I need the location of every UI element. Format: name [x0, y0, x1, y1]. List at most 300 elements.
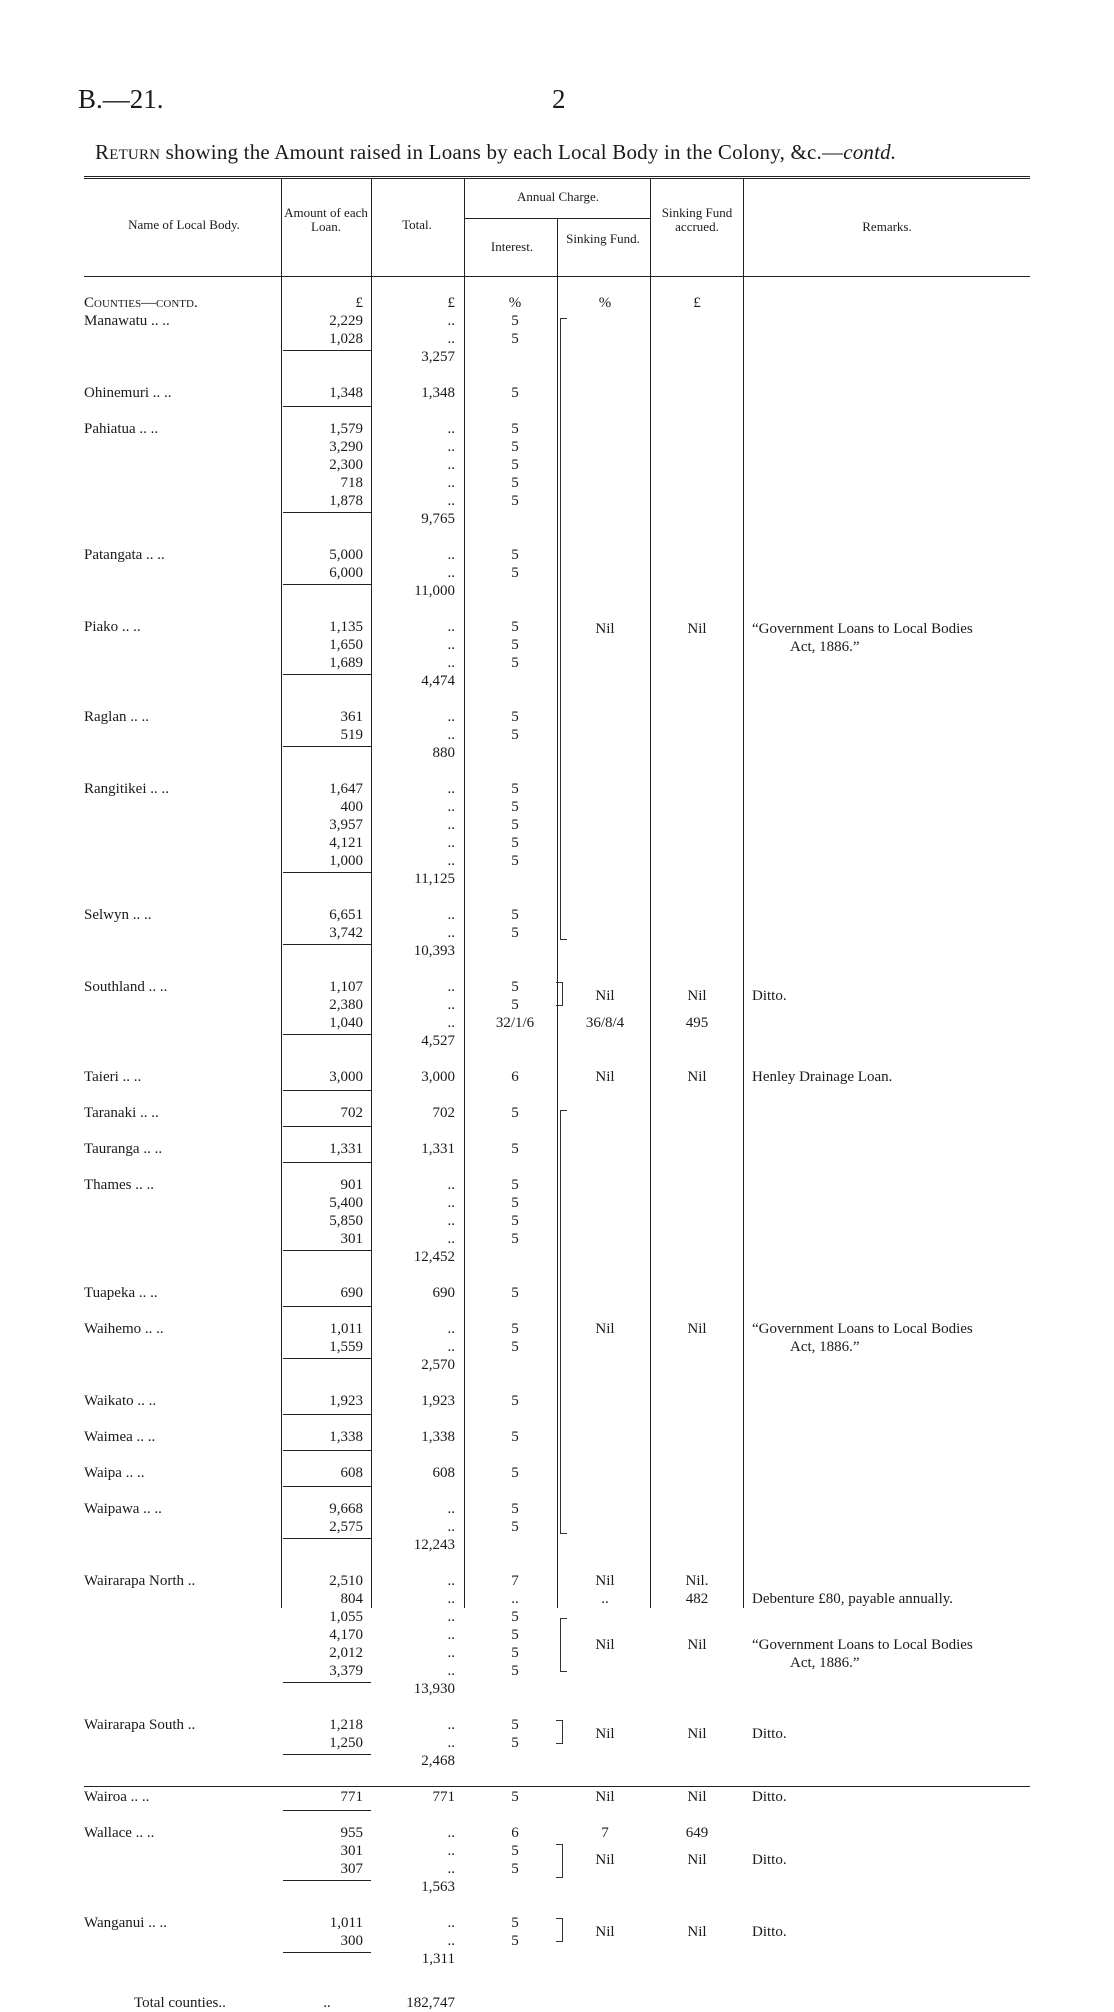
loan-amount: 2,012 [329, 1645, 363, 1661]
loan-subtotal: 13,930 [413, 1681, 455, 1697]
loan-subtotal: 4,474 [421, 673, 455, 689]
loan-total: .. [447, 457, 455, 473]
loan-interest: 5 [511, 925, 519, 941]
loan-amount: 1,338 [329, 1429, 363, 1445]
subtotal-rule [283, 944, 371, 945]
loan-total: .. [447, 853, 455, 869]
subtotal-rule [283, 1090, 371, 1091]
loan-subtotal: 2,570 [421, 1357, 455, 1373]
local-body-name: Patangata .. .. [84, 547, 165, 563]
local-body-name: Wanganui .. .. [84, 1915, 167, 1931]
sinking-fund-value: Nil [595, 1789, 615, 1805]
loan-total: .. [447, 493, 455, 509]
loan-amount: 307 [340, 1861, 363, 1877]
loan-interest: 5 [511, 835, 519, 851]
title-text: showing the Amount raised in Loans by each Local Body in the Colony, &c.— [160, 140, 844, 164]
loan-total: .. [447, 313, 455, 329]
remark-text: “Government Loans to Local Bodies [752, 1321, 973, 1337]
loan-interest: 5 [511, 1735, 519, 1751]
loan-interest: 5 [511, 709, 519, 725]
loan-amount: 361 [340, 709, 363, 725]
loan-amount: 1,135 [329, 619, 363, 635]
col-header-total: Total. [402, 217, 432, 232]
sinking-fund-value: Nil [595, 1637, 615, 1653]
loan-interest: 5 [511, 421, 519, 437]
subtotal-rule [283, 1486, 371, 1487]
loan-interest: 5 [511, 1609, 519, 1625]
subtotal-rule [283, 1450, 371, 1451]
loan-amount: 6,000 [329, 565, 363, 581]
loan-interest: 5 [511, 997, 519, 1013]
local-body-name: Wairarapa South .. [84, 1717, 196, 1733]
sinking-accrued-value: Nil [687, 1924, 707, 1940]
loan-total: .. [447, 1501, 455, 1517]
local-body-name: Pahiatua .. .. [84, 421, 159, 437]
loan-amount: 3,742 [329, 925, 363, 941]
loan-total: .. [447, 817, 455, 833]
loan-interest: 5 [511, 907, 519, 923]
loan-interest: 5 [511, 1231, 519, 1247]
subtotal-rule [283, 512, 371, 513]
subtotal-rule [283, 1306, 371, 1307]
loan-interest: 5 [511, 655, 519, 671]
loan-amount: 4,170 [329, 1627, 363, 1643]
loan-amount: 1,107 [329, 979, 363, 995]
subtotal-rule [283, 1414, 371, 1415]
sinking-accrued-value: Nil [687, 1789, 707, 1805]
grouping-brace [556, 1720, 563, 1744]
local-body-name: Waipa .. .. [84, 1465, 145, 1481]
local-body-name: Southland .. .. [84, 979, 168, 995]
sinking-accrued-value: Nil [687, 1637, 707, 1653]
loan-total: .. [447, 1933, 455, 1949]
loan-amount: 1,250 [329, 1735, 363, 1751]
loan-total: .. [447, 835, 455, 851]
loan-amount: 1,011 [329, 1915, 363, 1931]
subtotal-rule [283, 350, 371, 351]
loan-total: .. [447, 421, 455, 437]
remark-text: Ditto. [752, 1852, 787, 1868]
sinking-accrued-value: 649 [685, 1825, 709, 1841]
loan-interest: 5 [511, 979, 519, 995]
document-reference: B.—21. [78, 84, 164, 114]
loan-amount: 901 [340, 1177, 363, 1193]
page-title [95, 140, 896, 165]
local-body-name: Wallace .. .. [84, 1825, 155, 1841]
loan-total: 3,000 [421, 1069, 455, 1085]
subtotal-rule [283, 1162, 371, 1163]
loan-subtotal: 3,257 [421, 349, 455, 365]
local-body-name: Waipawa .. .. [84, 1501, 162, 1517]
loan-subtotal: 11,125 [414, 871, 455, 887]
loan-total: .. [447, 997, 455, 1013]
loan-total: .. [447, 925, 455, 941]
loan-total: .. [447, 1861, 455, 1877]
loan-amount: 955 [340, 1825, 363, 1841]
sinking-fund-value: Nil [595, 1924, 615, 1940]
loan-subtotal: 2,468 [421, 1753, 455, 1769]
loan-amount: 3,290 [329, 439, 363, 455]
loan-interest: 5 [511, 331, 519, 347]
loan-amount: 771 [340, 1789, 363, 1805]
loan-amount: 690 [340, 1285, 363, 1301]
col-header-remarks: Remarks. [862, 219, 912, 234]
loan-interest: 5 [511, 493, 519, 509]
grouping-brace [560, 1618, 567, 1672]
subtotal-rule [283, 584, 371, 585]
col-header-amount: Amount of each Loan. [284, 205, 368, 234]
loan-total: 1,923 [421, 1393, 455, 1409]
loan-amount: 702 [340, 1105, 363, 1121]
loan-total: .. [447, 439, 455, 455]
subtotal-rule [283, 406, 371, 407]
loan-interest: 5 [511, 1429, 519, 1445]
loan-interest: 5 [511, 1627, 519, 1643]
loan-interest: 5 [511, 1465, 519, 1481]
loan-subtotal: 11,000 [414, 583, 455, 599]
table-top-rule-2 [84, 178, 1030, 179]
loan-interest: 5 [511, 565, 519, 581]
sinking-fund-value: Nil [595, 1321, 615, 1337]
loan-interest: 5 [511, 1285, 519, 1301]
sinking-accrued-value: Nil [687, 1321, 707, 1337]
loan-amount: 3,000 [329, 1069, 363, 1085]
loan-amount: 301 [340, 1231, 363, 1247]
subtotal-rule [283, 1034, 371, 1035]
remark-text: Act, 1886.” [790, 1655, 860, 1671]
local-body-name: Selwyn .. .. [84, 907, 152, 923]
loan-interest: 5 [511, 1843, 519, 1859]
loan-interest: 5 [511, 1213, 519, 1229]
sinking-accrued-value: Nil [687, 1852, 707, 1868]
loan-amount: 400 [340, 799, 363, 815]
loan-total: .. [447, 655, 455, 671]
subtotal-rule [283, 1538, 371, 1539]
loan-interest: 5 [511, 781, 519, 797]
loan-interest: 5 [511, 799, 519, 815]
loan-interest: 5 [511, 457, 519, 473]
loan-total: .. [447, 1213, 455, 1229]
loan-total: .. [447, 619, 455, 635]
loan-subtotal: 12,243 [413, 1537, 455, 1553]
column-divider [281, 178, 282, 1608]
loan-amount: 2,300 [329, 457, 363, 473]
section-label: Counties—contd. [84, 295, 198, 311]
title-caps: Return [95, 140, 161, 164]
loan-interest: 5 [511, 1321, 519, 1337]
loan-total: .. [447, 1627, 455, 1643]
total-loan: .. [323, 1995, 331, 2011]
loan-interest: 6 [511, 1825, 519, 1841]
col-header-interest: Interest. [490, 239, 534, 254]
loan-amount: 5,400 [329, 1195, 363, 1211]
remark-text: Act, 1886.” [790, 639, 860, 655]
loan-amount: 1,040 [329, 1015, 363, 1031]
loan-total: .. [447, 1195, 455, 1211]
loan-interest: 5 [511, 547, 519, 563]
title-contd: contd. [843, 140, 897, 164]
sinking-fund-value: 7 [601, 1825, 609, 1841]
loan-subtotal: 4,527 [421, 1033, 455, 1049]
loan-interest: 5 [511, 727, 519, 743]
loan-amount: 300 [340, 1933, 363, 1949]
loan-total: .. [447, 799, 455, 815]
subtotal-rule [283, 1880, 371, 1881]
loan-amount: 1,923 [329, 1393, 363, 1409]
loan-interest: 6 [511, 1069, 519, 1085]
loan-interest: .. [511, 1591, 519, 1607]
loan-total: .. [447, 1321, 455, 1337]
loan-amount: 301 [340, 1843, 363, 1859]
column-divider [371, 178, 372, 1608]
subtotal-rule [283, 1754, 371, 1755]
loan-total: 1,338 [421, 1429, 455, 1445]
subtotal-rule [283, 1126, 371, 1127]
loan-total: 702 [432, 1105, 455, 1121]
total-label: Total counties.. [134, 1995, 226, 2011]
subtotal-rule [283, 1682, 371, 1683]
loan-subtotal: 9,765 [421, 511, 455, 527]
local-body-name: Tauranga .. .. [84, 1141, 163, 1157]
sinking-accrued-value: Nil [687, 1726, 707, 1742]
loan-amount: 2,575 [329, 1519, 363, 1535]
subtotal-rule [283, 1952, 371, 1953]
loan-interest: 5 [511, 1915, 519, 1931]
remark-text: Debenture £80, payable annually. [752, 1591, 954, 1607]
loan-amount: 2,380 [329, 997, 363, 1013]
loan-interest: 5 [511, 1141, 519, 1157]
loan-total: .. [447, 1339, 455, 1355]
loan-total: .. [447, 1735, 455, 1751]
local-body-name: Waihemo .. .. [84, 1321, 164, 1337]
loan-interest: 5 [511, 817, 519, 833]
col-header-annual: Annual Charge. [516, 189, 600, 204]
loan-interest: 5 [511, 313, 519, 329]
sinking-unit: % [598, 295, 612, 311]
grouping-brace [560, 318, 567, 940]
loan-total: .. [447, 1519, 455, 1535]
loan-interest: 5 [511, 1105, 519, 1121]
sinking-fund-value: Nil [595, 621, 615, 637]
loan-total: .. [447, 1663, 455, 1679]
loan-amount: 519 [340, 727, 363, 743]
sinking-accrued-value: Nil [687, 1069, 707, 1085]
grouping-brace [556, 1844, 563, 1878]
local-body-name: Waikato .. .. [84, 1393, 157, 1409]
subtotal-rule [283, 1810, 371, 1811]
local-body-name: Manawatu .. .. [84, 313, 170, 329]
table-bottom-rule [84, 1786, 1030, 1787]
loan-interest: 5 [511, 853, 519, 869]
loan-amount: 1,878 [329, 493, 363, 509]
grouping-brace [560, 1110, 567, 1534]
remark-text: “Government Loans to Local Bodies [752, 621, 973, 637]
loan-total: .. [447, 781, 455, 797]
local-body-name: Thames .. .. [84, 1177, 154, 1193]
sinking-fund-value: .. [601, 1591, 609, 1607]
loan-total: .. [447, 1015, 455, 1031]
loan-total: 771 [432, 1789, 455, 1805]
local-body-name: Taranaki .. .. [84, 1105, 159, 1121]
loan-amount: 4,121 [329, 835, 363, 851]
loan-amount: 1,028 [329, 331, 363, 347]
loan-amount: 1,348 [329, 385, 363, 401]
local-body-name: Tuapeka .. .. [84, 1285, 158, 1301]
loan-total: .. [447, 907, 455, 923]
accrued-unit: £ [693, 295, 701, 311]
loan-total: .. [447, 547, 455, 563]
loan-amount: 1,647 [329, 781, 363, 797]
loan-interest: 5 [511, 1177, 519, 1193]
loan-interest: 32/1/6 [495, 1015, 535, 1031]
loan-amount: 1,011 [329, 1321, 363, 1337]
loan-amount: 608 [340, 1465, 363, 1481]
loan-amount: 3,379 [329, 1663, 363, 1679]
loan-interest: 5 [511, 1645, 519, 1661]
loan-amount: 2,229 [329, 313, 363, 329]
loan-amount: 804 [340, 1591, 363, 1607]
loan-interest: 5 [511, 1519, 519, 1535]
loan-total: 690 [432, 1285, 455, 1301]
sinking-accrued-value: Nil [687, 621, 707, 637]
loan-amount: 1,559 [329, 1339, 363, 1355]
col-header-sinking: Sinking Fund. [566, 231, 640, 246]
loan-amount: 9,668 [329, 1501, 363, 1517]
loan-unit: £ [355, 295, 363, 311]
loan-subtotal: 12,452 [413, 1249, 455, 1265]
loan-total: .. [447, 1717, 455, 1733]
column-divider [650, 178, 651, 1608]
loan-total: .. [447, 565, 455, 581]
loan-total: .. [447, 1231, 455, 1247]
loan-amount: 5,850 [329, 1213, 363, 1229]
subtotal-rule [283, 746, 371, 747]
loan-total: .. [447, 1843, 455, 1859]
loan-amount: 1,000 [329, 853, 363, 869]
loan-interest: 5 [511, 1789, 519, 1805]
loan-amount: 1,579 [329, 421, 363, 437]
col-header-accrued: Sinking Fund accrued. [661, 205, 733, 234]
local-body-name: Taieri .. .. [84, 1069, 142, 1085]
table-top-rule [84, 176, 1030, 177]
loan-total: .. [447, 727, 455, 743]
loan-total: .. [447, 1573, 455, 1589]
local-body-name: Piako .. .. [84, 619, 141, 635]
remark-text: Ditto. [752, 1789, 787, 1805]
loan-interest: 5 [511, 1663, 519, 1679]
loan-subtotal: 10,393 [413, 943, 455, 959]
grouping-brace [556, 1918, 563, 1942]
loan-amount: 5,000 [329, 547, 363, 563]
sinking-accrued-value: 482 [685, 1591, 709, 1607]
remark-text: “Government Loans to Local Bodies [752, 1637, 973, 1653]
loan-interest: 5 [511, 1339, 519, 1355]
loan-total: 1,348 [421, 385, 455, 401]
remark-text: Ditto. [752, 1924, 787, 1940]
loan-amount: 6,651 [329, 907, 363, 923]
loan-total: .. [447, 1609, 455, 1625]
loan-total: .. [447, 1177, 455, 1193]
loan-interest: 5 [511, 619, 519, 635]
total-unit: £ [447, 295, 455, 311]
remark-text: Ditto. [752, 1726, 787, 1742]
loan-interest: 5 [511, 637, 519, 653]
subtotal-rule [283, 1358, 371, 1359]
loan-subtotal: 1,311 [421, 1951, 455, 1967]
interest-unit: % [508, 295, 522, 311]
grand-total: 182,747 [406, 1995, 455, 2011]
sinking-fund-value: Nil [595, 1573, 615, 1589]
loan-interest: 5 [511, 1717, 519, 1733]
local-body-name: Ohinemuri .. .. [84, 385, 172, 401]
loan-interest: 5 [511, 475, 519, 491]
sinking-fund-value: Nil [595, 1069, 615, 1085]
loan-total: .. [447, 1591, 455, 1607]
loan-subtotal: 1,563 [421, 1879, 455, 1895]
local-body-name: Wairarapa North .. [84, 1573, 196, 1589]
loan-total: .. [447, 331, 455, 347]
loan-total: 608 [432, 1465, 455, 1481]
sinking-fund-value: Nil [595, 1726, 615, 1742]
loan-interest: 5 [511, 1501, 519, 1517]
col-header-name: Name of Local Body. [128, 217, 240, 232]
loan-total: 1,331 [421, 1141, 455, 1157]
loan-total: .. [447, 475, 455, 491]
column-divider [743, 178, 744, 1608]
loan-amount: 2,510 [329, 1573, 363, 1589]
loan-amount: 1,689 [329, 655, 363, 671]
remark-text: Henley Drainage Loan. [752, 1069, 893, 1085]
local-body-name: Raglan .. .. [84, 709, 149, 725]
loan-interest: 5 [511, 385, 519, 401]
remark-text: Act, 1886.” [790, 1339, 860, 1355]
loan-amount: 1,650 [329, 637, 363, 653]
subtotal-rule [283, 674, 371, 675]
sinking-accrued-value: Nil. [685, 1573, 709, 1589]
loan-amount: 3,957 [329, 817, 363, 833]
local-body-name: Wairoa .. .. [84, 1789, 150, 1805]
sinking-accrued-value: 495 [685, 1015, 709, 1031]
sinking-fund-value: 36/8/4 [585, 1015, 625, 1031]
loan-total: .. [447, 709, 455, 725]
loan-interest: 7 [511, 1573, 519, 1589]
loan-interest: 5 [511, 1933, 519, 1949]
loan-subtotal: 880 [432, 745, 455, 761]
loan-amount: 718 [340, 475, 363, 491]
loan-total: .. [447, 1825, 455, 1841]
loan-interest: 5 [511, 439, 519, 455]
sinking-accrued-value: Nil [687, 988, 707, 1004]
subtotal-rule [283, 872, 371, 873]
local-body-name: Waimea .. .. [84, 1429, 156, 1445]
loan-interest: 5 [511, 1195, 519, 1211]
sinking-fund-value: Nil [595, 1852, 615, 1868]
sinking-fund-value: Nil [595, 988, 615, 1004]
loan-amount: 1,331 [329, 1141, 363, 1157]
loan-amount: 1,218 [329, 1717, 363, 1733]
local-body-name: Rangitikei .. .. [84, 781, 169, 797]
remark-text: Ditto. [752, 988, 787, 1004]
loan-interest: 5 [511, 1861, 519, 1877]
loan-total: .. [447, 979, 455, 995]
loan-total: .. [447, 637, 455, 653]
subtotal-rule [283, 1250, 371, 1251]
loan-amount: 1,055 [329, 1609, 363, 1625]
loan-total: .. [447, 1915, 455, 1931]
loan-total: .. [447, 1645, 455, 1661]
grouping-brace [556, 982, 563, 1006]
page-number: 2 [552, 84, 566, 114]
